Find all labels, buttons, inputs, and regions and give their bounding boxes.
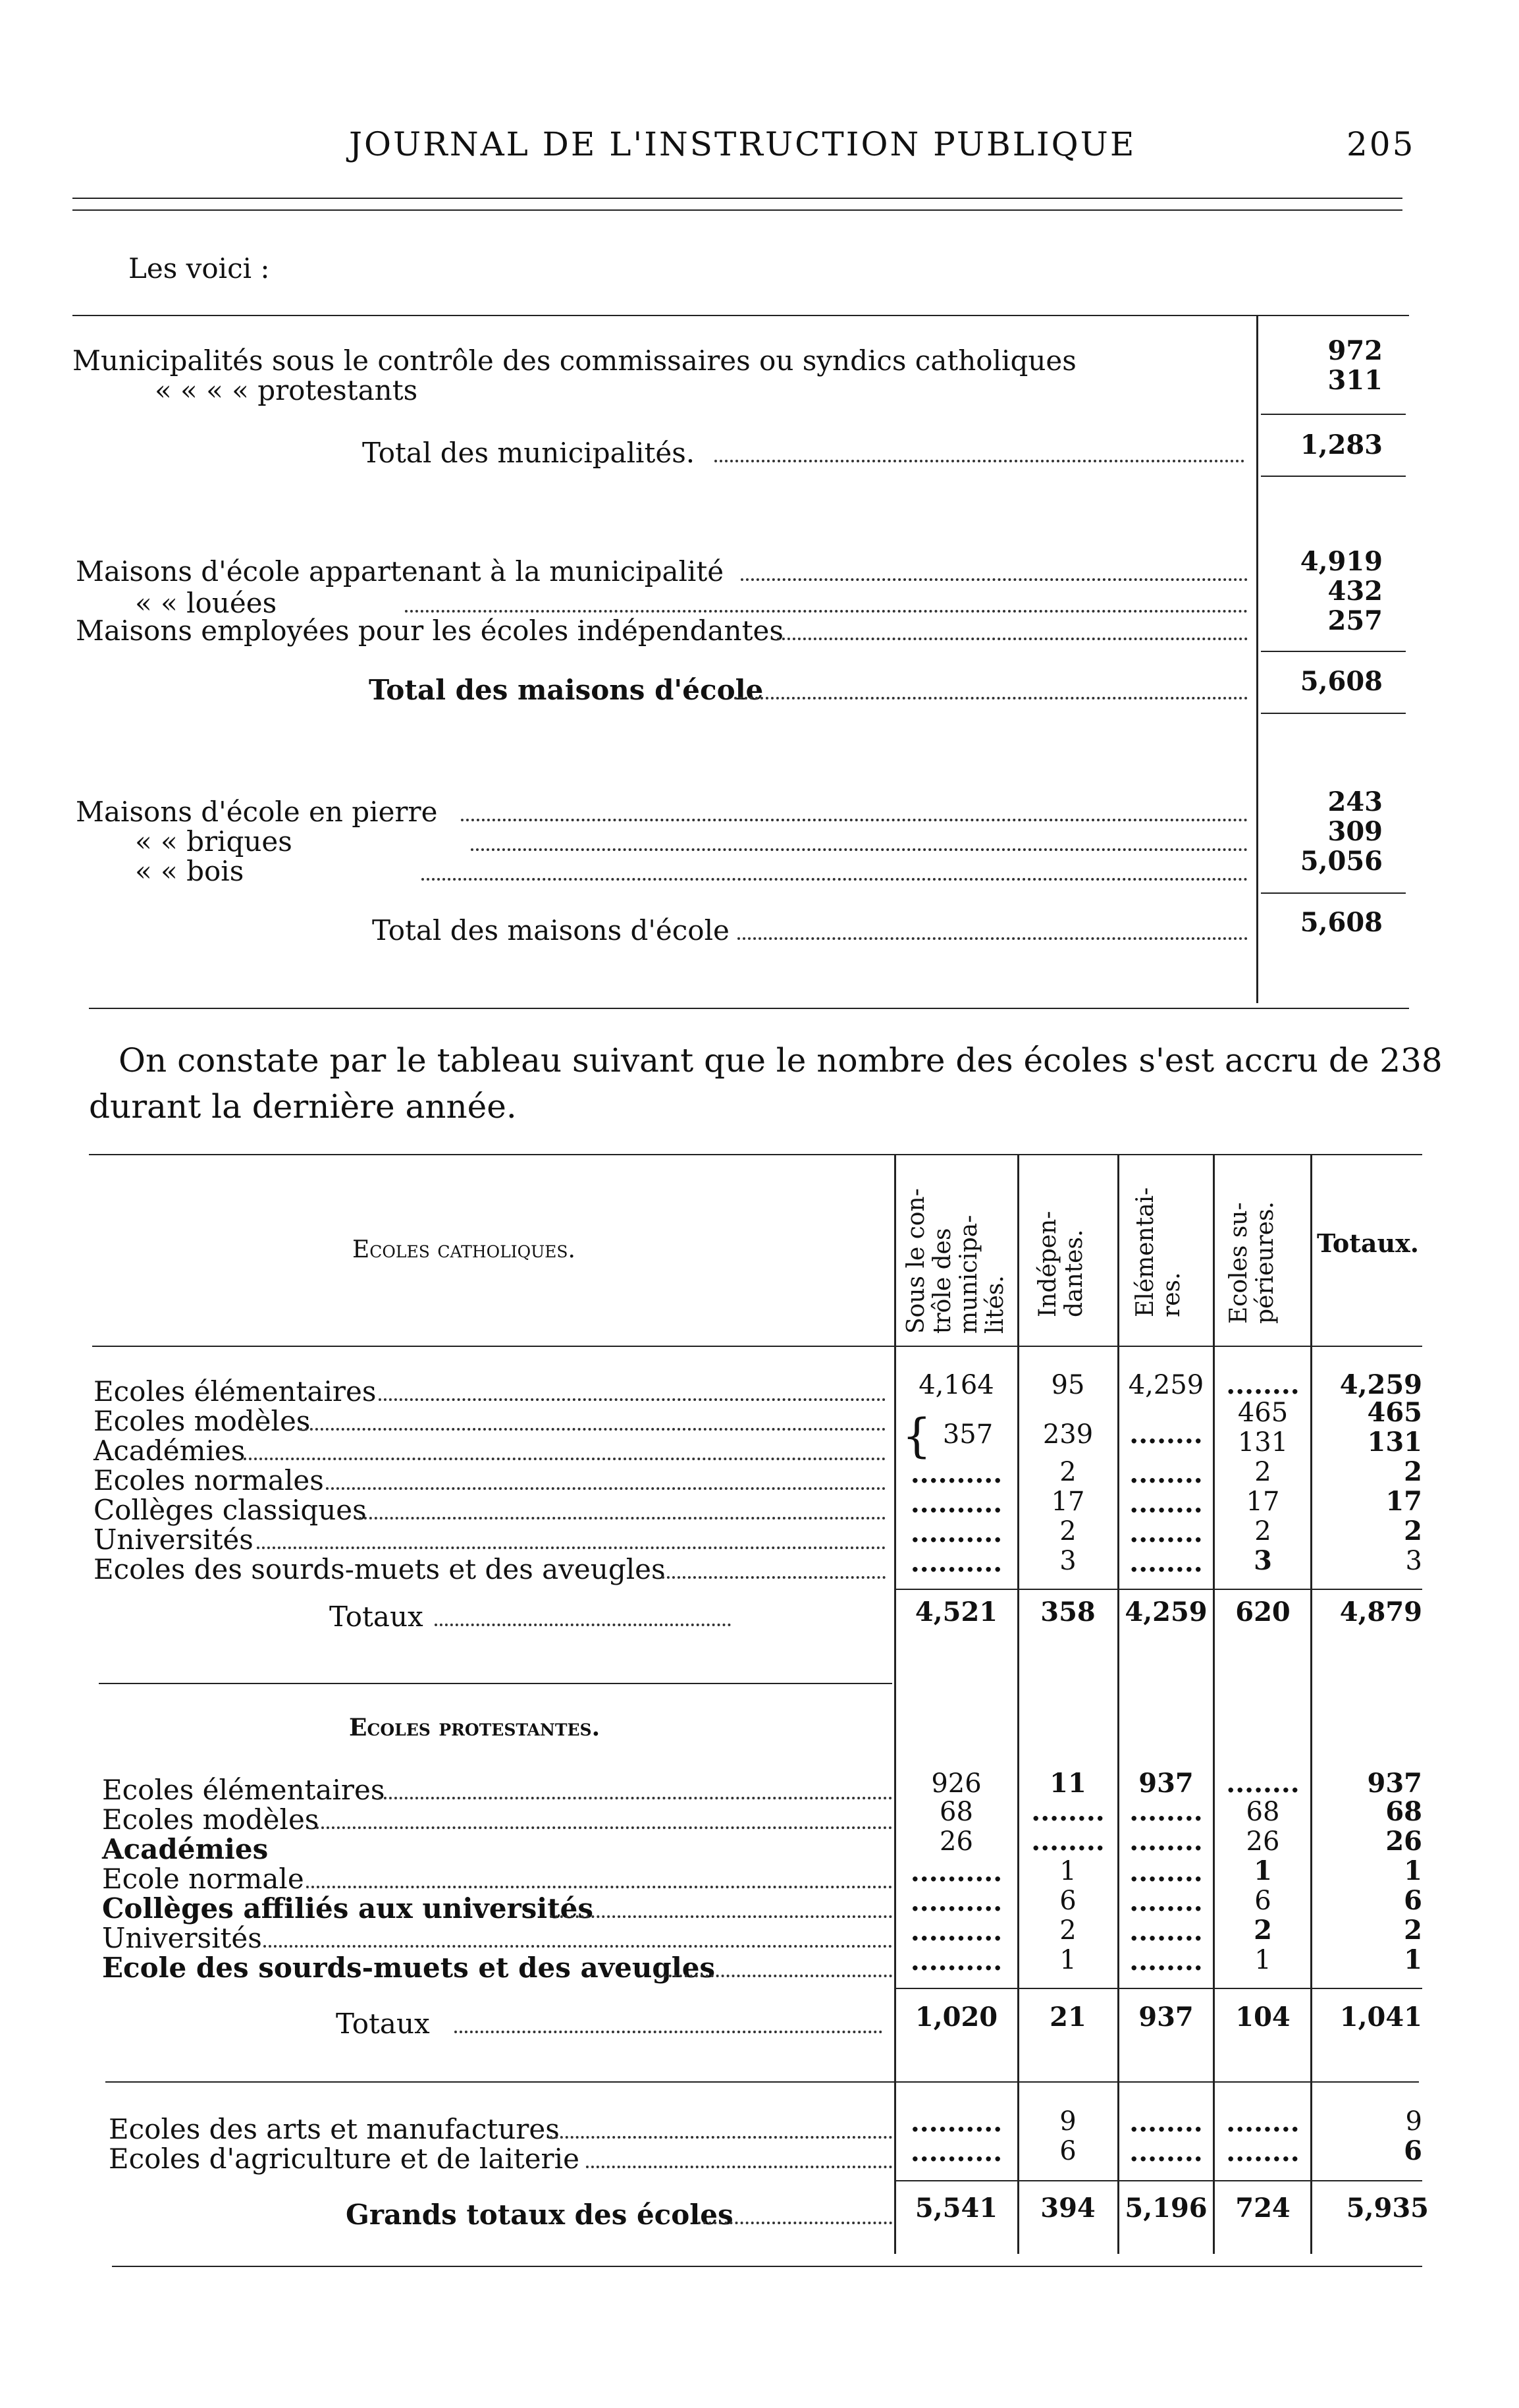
cell: 68	[940, 1797, 973, 1827]
grand-totals-label: Grands totaux des écoles	[346, 2199, 733, 2231]
column-header-municipal: Sous le con- trôle des municipa- lités.	[903, 1188, 1009, 1334]
summary-row-label: « « briques	[135, 825, 292, 858]
intro-text: Les voici :	[128, 252, 270, 285]
cell: 724	[1235, 2193, 1291, 2224]
cell: ........	[1129, 2137, 1203, 2168]
column-header-totals: Totaux.	[1317, 1228, 1419, 1258]
column-header-independent: Indépen- dantes.	[1034, 1211, 1088, 1317]
summary-total-label: Total des municipalités.	[362, 437, 695, 469]
summary-row-label: Maisons d'école en pierre	[76, 796, 438, 828]
totals-label: Totaux	[329, 1601, 423, 1633]
subtotal-rule	[1261, 476, 1406, 477]
cell: 26	[940, 1826, 973, 1857]
table-row-label: Ecoles des sourds-muets et des aveugles	[93, 1553, 666, 1585]
column-rule	[894, 1154, 896, 2254]
cell: 5,935	[1346, 2193, 1429, 2224]
paragraph-line-1: On constate par le tableau suivant que le nombre des écoles s'est accru de 238	[119, 1041, 1443, 1080]
cell: 2	[1254, 1457, 1271, 1487]
summary-total-value: 1,283	[1300, 429, 1383, 460]
cell: 937	[1138, 1768, 1194, 1799]
cell: 26	[1246, 1826, 1280, 1857]
cell: 926	[931, 1768, 982, 1799]
cell: ..........	[910, 1946, 1003, 1977]
cell: 4,879	[1339, 1597, 1422, 1628]
cell: 1	[1254, 1945, 1271, 1975]
leader-dots	[359, 1517, 886, 1519]
cell: 1	[1059, 1945, 1077, 1975]
table-header-rule	[92, 1346, 1422, 1347]
summary-total-label: Total des maisons d'école	[369, 674, 764, 706]
leader-dots	[244, 1458, 886, 1460]
cell: 1,020	[915, 2002, 998, 2033]
leader-dots	[306, 1886, 892, 1888]
cell: 2	[1254, 1516, 1271, 1546]
cell: 68	[1246, 1797, 1280, 1827]
brace-icon: {	[902, 1409, 932, 1463]
cell: 4,164	[919, 1370, 994, 1400]
page-number: 205	[1346, 125, 1416, 163]
cell: ........	[1226, 1768, 1300, 1799]
totals-rule	[895, 2180, 1422, 2181]
cell: 2	[1404, 1516, 1422, 1546]
cell: 358	[1040, 1597, 1096, 1628]
table-row-label: Universités	[102, 1922, 262, 1954]
cell: 104	[1235, 2002, 1291, 2033]
summary-row-label: « « « « protestants	[155, 374, 418, 406]
cell: ........	[1129, 1518, 1203, 1548]
cell: 1	[1404, 1944, 1422, 1975]
summary-row-value: 5,056	[1300, 846, 1383, 877]
column-header-elementary: Elémentai- res.	[1132, 1187, 1185, 1317]
cell: 17	[1246, 1487, 1280, 1517]
summary-column-rule	[1256, 315, 1258, 1003]
column-rule	[1117, 1154, 1119, 2254]
cell: 2	[1254, 1915, 1272, 1946]
cell: ..........	[910, 1916, 1003, 1947]
cell: 937	[1138, 2002, 1194, 2033]
cell: 68	[1385, 1796, 1422, 1827]
cell: 394	[1040, 2193, 1096, 2224]
table-row-label: Ecoles élémentaires	[102, 1774, 385, 1806]
leader-dots	[263, 1945, 892, 1948]
summary-row-value: 309	[1327, 816, 1383, 847]
leader-dots	[454, 2031, 882, 2033]
cell: ..........	[910, 2137, 1003, 2168]
cell: 9	[1405, 2106, 1422, 2137]
cell: ........	[1129, 1419, 1203, 1450]
cell: 937	[1367, 1768, 1422, 1799]
cell: 6	[1059, 1886, 1077, 1916]
table-row-label: Ecoles d'agriculture et de laiterie	[109, 2143, 579, 2175]
summary-row-value: 257	[1327, 605, 1383, 636]
leader-dots	[737, 937, 1248, 940]
leader-dots	[421, 878, 1248, 881]
cell: 6	[1059, 2136, 1077, 2166]
table-row-label: Ecoles modèles	[102, 1803, 319, 1836]
cell: 2	[1059, 1516, 1077, 1546]
totals-label: Totaux	[336, 2008, 430, 2040]
cell: ........	[1129, 1547, 1203, 1578]
cell: 5,196	[1125, 2193, 1208, 2224]
cell: 6	[1404, 2135, 1422, 2166]
catholic-heading: Ecoles catholiques.	[352, 1236, 575, 1263]
table-row-label: Ecoles normales	[93, 1464, 324, 1496]
cell: ........	[1031, 1826, 1105, 1857]
cell: 1	[1404, 1855, 1422, 1886]
summary-row-value: 4,919	[1300, 546, 1383, 577]
leader-dots	[714, 460, 1244, 462]
table-row-label: Académies	[102, 1833, 269, 1865]
cell: ........	[1129, 1946, 1203, 1977]
cell: ........	[1226, 1369, 1300, 1400]
cell: 2	[1404, 1456, 1422, 1487]
summary-row-value: 243	[1327, 786, 1383, 817]
table-row-label: Ecoles des arts et manufactures	[109, 2113, 560, 2145]
cell: ........	[1031, 1796, 1105, 1827]
table-row-label: Ecole normale	[102, 1863, 304, 1895]
brace-value: 357	[942, 1419, 994, 1450]
column-rule	[1310, 1154, 1312, 2254]
cell: 6	[1254, 1886, 1271, 1916]
table-row-label: Ecoles modèles	[93, 1405, 311, 1437]
section-rule	[105, 2081, 1419, 2083]
leader-dots	[379, 1398, 886, 1401]
cell: 2	[1059, 1915, 1077, 1946]
subtotal-rule	[1261, 651, 1406, 652]
cell: 131	[1367, 1427, 1422, 1458]
cell: 465	[1237, 1398, 1289, 1428]
leader-dots	[326, 1487, 886, 1490]
summary-total-value: 5,608	[1300, 907, 1383, 938]
totals-rule	[895, 1589, 1422, 1590]
cell: 239	[1042, 1419, 1094, 1450]
cell: ..........	[910, 1488, 1003, 1519]
section-rule	[99, 1683, 892, 1684]
cell: ........	[1129, 1857, 1203, 1888]
cell: ..........	[910, 1518, 1003, 1548]
cell: ........	[1129, 1886, 1203, 1917]
cell: 6	[1404, 1885, 1422, 1916]
leader-dots	[316, 1826, 892, 1829]
cell: 4,259	[1339, 1369, 1422, 1400]
leader-dots	[379, 1797, 892, 1799]
cell: 465	[1367, 1397, 1422, 1428]
cell: ..........	[910, 1886, 1003, 1917]
cell: ........	[1129, 1916, 1203, 1947]
cell: ........	[1129, 1826, 1203, 1857]
cell: 3	[1405, 1546, 1422, 1576]
summary-row-label: « « louées	[135, 587, 277, 619]
header-rule	[72, 198, 1402, 199]
cell: 2	[1059, 1457, 1077, 1487]
cell: 620	[1235, 1597, 1291, 1628]
cell: 21	[1050, 2002, 1086, 2033]
cell: ........	[1129, 1458, 1203, 1489]
summary-row-label: Municipalités sous le contrôle des commissaires ou syndics catholiques	[72, 344, 1077, 377]
cell: ........	[1226, 2137, 1300, 2168]
summary-row-label: Maisons employées pour les écoles indépendantes	[76, 615, 784, 647]
cell: ..........	[910, 1458, 1003, 1489]
cell: 26	[1385, 1826, 1422, 1857]
summary-total-label: Total des maisons d'école	[372, 914, 730, 946]
leader-dots	[741, 578, 1248, 581]
subtotal-rule	[1261, 713, 1406, 714]
summary-row-label: Maisons d'école appartenant à la municipalité	[76, 555, 724, 588]
header-rule-2	[72, 209, 1402, 211]
table-row-label: Ecole des sourds-muets et des aveugles	[102, 1952, 716, 1984]
leader-dots	[435, 1624, 731, 1626]
cell: 2	[1404, 1915, 1422, 1946]
leader-dots	[550, 1915, 892, 1918]
cell: ........	[1129, 2107, 1203, 2138]
subtotal-rule	[1261, 414, 1406, 415]
table-row-label: Collèges classiques	[93, 1494, 367, 1526]
cell: ..........	[910, 1547, 1003, 1578]
cell: 9	[1059, 2106, 1077, 2137]
summary-top-rule	[72, 315, 1409, 316]
cell: 4,259	[1128, 1370, 1204, 1400]
cell: 131	[1237, 1427, 1289, 1458]
table-bottom-rule	[112, 2266, 1422, 2267]
cell: 17	[1385, 1486, 1422, 1517]
leader-dots	[777, 638, 1248, 640]
table-top-rule	[89, 1154, 1422, 1155]
cell: ..........	[910, 2107, 1003, 2138]
table-row-label: Universités	[93, 1523, 253, 1556]
cell: 3	[1059, 1546, 1077, 1576]
summary-bottom-rule	[89, 1008, 1409, 1009]
leader-dots	[257, 1546, 886, 1549]
leader-dots	[698, 2222, 892, 2224]
totals-rule	[895, 1988, 1422, 1989]
table-row-label: Ecoles élémentaires	[93, 1375, 377, 1408]
cell: 4,259	[1125, 1597, 1208, 1628]
column-rule	[1213, 1154, 1215, 2254]
paragraph-line-2: durant la dernière année.	[89, 1087, 517, 1126]
cell: 1	[1254, 1855, 1272, 1886]
summary-row-value: 432	[1327, 576, 1383, 607]
summary-row-value: 311	[1327, 365, 1383, 396]
cell: 4,521	[915, 1597, 998, 1628]
cell: 11	[1050, 1768, 1086, 1799]
subtotal-rule	[1261, 892, 1406, 894]
column-rule	[1017, 1154, 1019, 2254]
table-row-label: Collèges affiliés aux universités	[102, 1892, 594, 1925]
leader-dots	[586, 2166, 892, 2168]
summary-row-label: « « bois	[135, 855, 244, 887]
leader-dots	[734, 697, 1248, 699]
leader-dots	[300, 1428, 886, 1431]
column-header-superior: Ecoles su- périeures.	[1225, 1201, 1279, 1324]
leader-dots	[662, 1576, 886, 1579]
cell: 5,541	[915, 2193, 998, 2224]
protestant-heading: Ecoles protestantes.	[349, 1714, 600, 1741]
cell: ..........	[910, 1857, 1003, 1888]
leader-dots	[471, 848, 1248, 851]
cell: 3	[1254, 1545, 1272, 1576]
leader-dots	[461, 819, 1248, 821]
summary-row-value: 972	[1327, 335, 1383, 366]
cell: 17	[1051, 1487, 1085, 1517]
cell: ........	[1129, 1796, 1203, 1827]
summary-total-value: 5,608	[1300, 666, 1383, 697]
leader-dots	[550, 2136, 892, 2139]
leader-dots	[405, 610, 1248, 613]
running-title: JOURNAL DE L'INSTRUCTION PUBLIQUE	[349, 125, 1136, 163]
cell: 1	[1059, 1856, 1077, 1886]
table-row-label: Académies	[93, 1435, 246, 1467]
cell: 95	[1051, 1370, 1085, 1400]
leader-dots	[658, 1975, 892, 1977]
cell: ........	[1129, 1488, 1203, 1519]
cell: ........	[1226, 2107, 1300, 2138]
cell: 1,041	[1339, 2002, 1422, 2033]
